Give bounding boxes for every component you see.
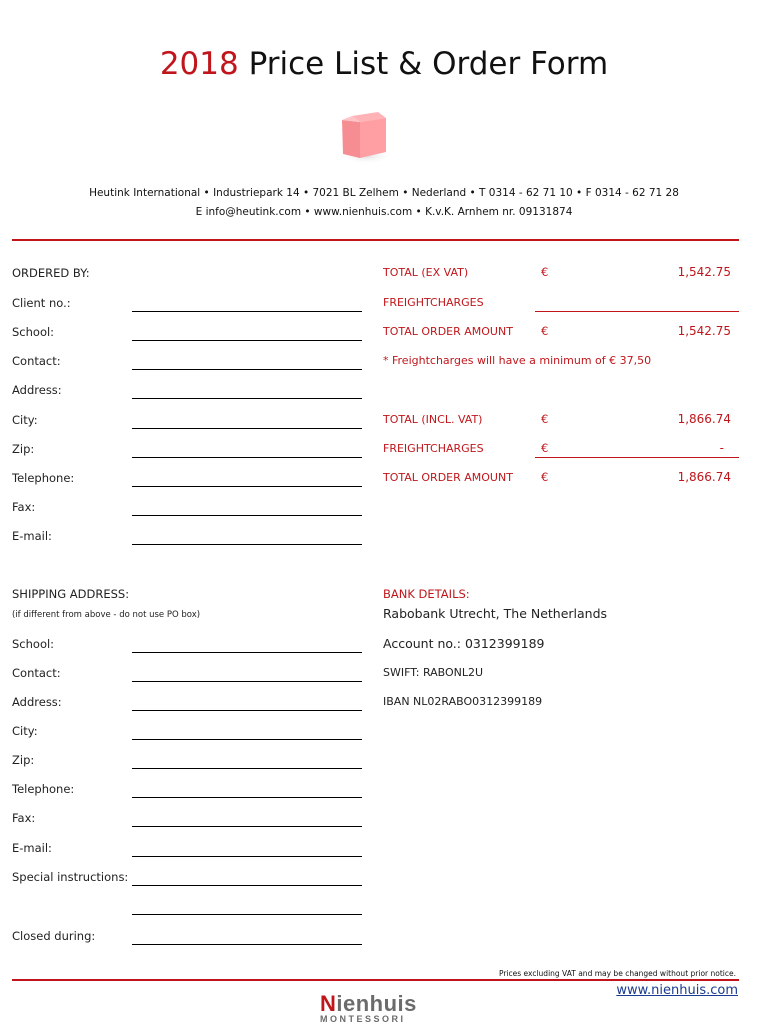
total-ex-vat-value: 1,542.75	[677, 265, 731, 279]
freightcharges-label: FREIGHTCHARGES	[383, 296, 484, 309]
zip-label: Zip:	[12, 442, 35, 456]
ship-zip-field[interactable]	[132, 768, 362, 769]
total-ex-vat-currency: €	[541, 265, 549, 279]
special-instructions-label: Special instructions:	[12, 870, 129, 884]
contact-field[interactable]	[132, 369, 362, 370]
bank-account: Account no.: 0312399189	[383, 636, 545, 651]
freightcharges-incl-value: -	[719, 441, 724, 455]
ship-city-label: City:	[12, 724, 38, 738]
bank-name: Rabobank Utrecht, The Netherlands	[383, 606, 608, 621]
shipping-heading: SHIPPING ADDRESS:	[12, 587, 130, 601]
company-contact-line: E info@heutink.com • www.nienhuis.com • K.v.K. Arnhem nr. 09131874	[195, 206, 573, 218]
city-label: City:	[12, 413, 38, 427]
freightcharges-incl-currency: €	[541, 441, 549, 455]
footer-divider	[12, 979, 739, 981]
school-label: School:	[12, 325, 55, 339]
school-field[interactable]	[132, 340, 362, 341]
zip-field[interactable]	[132, 457, 362, 458]
address-field[interactable]	[132, 398, 362, 399]
client-no-field[interactable]	[132, 311, 362, 312]
bank-heading: BANK DETAILS:	[383, 587, 470, 601]
ship-address-field[interactable]	[132, 710, 362, 711]
bank-iban: IBAN NL02RABO0312399189	[383, 695, 543, 708]
ordered-by-heading: ORDERED BY:	[12, 266, 90, 280]
city-field[interactable]	[132, 428, 362, 429]
company-address-line: Heutink International • Industriepark 14 • 7021 BL Zelhem • Nederland • T 0314 - 62 71 10 • F 0314 - 62 71 28	[89, 187, 679, 199]
page-title	[0, 46, 768, 82]
special-instructions-field-2[interactable]	[132, 914, 362, 915]
email-field[interactable]	[132, 544, 362, 545]
telephone-field[interactable]	[132, 486, 362, 487]
total-incl-vat-label: TOTAL (INCL. VAT)	[383, 413, 483, 426]
bank-swift: SWIFT: RABONL2U	[383, 666, 484, 679]
total-incl-vat-currency: €	[541, 412, 549, 426]
ship-email-field[interactable]	[132, 856, 362, 857]
total-incl-vat-value: 1,866.74	[677, 412, 731, 426]
title-text: Price List & Order Form	[248, 46, 609, 82]
ship-contact-field[interactable]	[132, 681, 362, 682]
ship-city-field[interactable]	[132, 739, 362, 740]
fax-field[interactable]	[132, 515, 362, 516]
total-order-amount-label: TOTAL ORDER AMOUNT	[383, 325, 513, 338]
total-order-amount-incl-label: TOTAL ORDER AMOUNT	[383, 471, 513, 484]
cube-icon	[334, 100, 398, 166]
closed-during-label: Closed during:	[12, 929, 96, 943]
contact-label: Contact:	[12, 354, 61, 368]
freightcharges-incl-label: FREIGHTCHARGES	[383, 442, 484, 455]
total-order-amount-incl-currency: €	[541, 470, 549, 484]
ship-telephone-field[interactable]	[132, 797, 362, 798]
fax-label: Fax:	[12, 500, 36, 514]
shipping-subheading: (if different from above - do not use PO box)	[12, 610, 201, 620]
address-label: Address:	[12, 383, 62, 397]
total-ex-vat-label: TOTAL (EX VAT)	[383, 266, 469, 279]
total-order-amount-value: 1,542.75	[677, 324, 731, 338]
freightcharges-field[interactable]	[535, 311, 739, 312]
logo-subtitle: MONTESSORI	[320, 1014, 406, 1024]
website-link[interactable]: www.nienhuis.com	[616, 983, 738, 998]
ship-school-label: School:	[12, 637, 55, 651]
ship-contact-label: Contact:	[12, 666, 61, 680]
total-order-amount-incl-value: 1,866.74	[677, 470, 731, 484]
ship-fax-field[interactable]	[132, 826, 362, 827]
ship-email-label: E-mail:	[12, 841, 52, 855]
nienhuis-logo	[320, 993, 420, 1024]
ship-school-field[interactable]	[132, 652, 362, 653]
special-instructions-field[interactable]	[132, 885, 362, 886]
logo-initial: N	[320, 993, 337, 1016]
ship-fax-label: Fax:	[12, 811, 36, 825]
email-label: E-mail:	[12, 529, 52, 543]
ship-telephone-label: Telephone:	[12, 782, 75, 796]
freightcharges-incl-underline	[535, 457, 739, 458]
price-notice: Prices excluding VAT and may be changed without prior notice.	[498, 969, 736, 978]
telephone-label: Telephone:	[12, 471, 75, 485]
client-no-label: Client no.:	[12, 296, 71, 310]
logo-word: ienhuis	[336, 993, 417, 1016]
closed-during-field[interactable]	[132, 944, 362, 945]
freight-minimum-note: * Freightcharges will have a minimum of € 37,50	[383, 354, 652, 367]
ship-address-label: Address:	[12, 695, 62, 709]
ship-zip-label: Zip:	[12, 753, 35, 767]
header-divider	[12, 239, 739, 241]
total-order-amount-currency: €	[541, 324, 549, 338]
title-year: 2018	[159, 46, 239, 82]
